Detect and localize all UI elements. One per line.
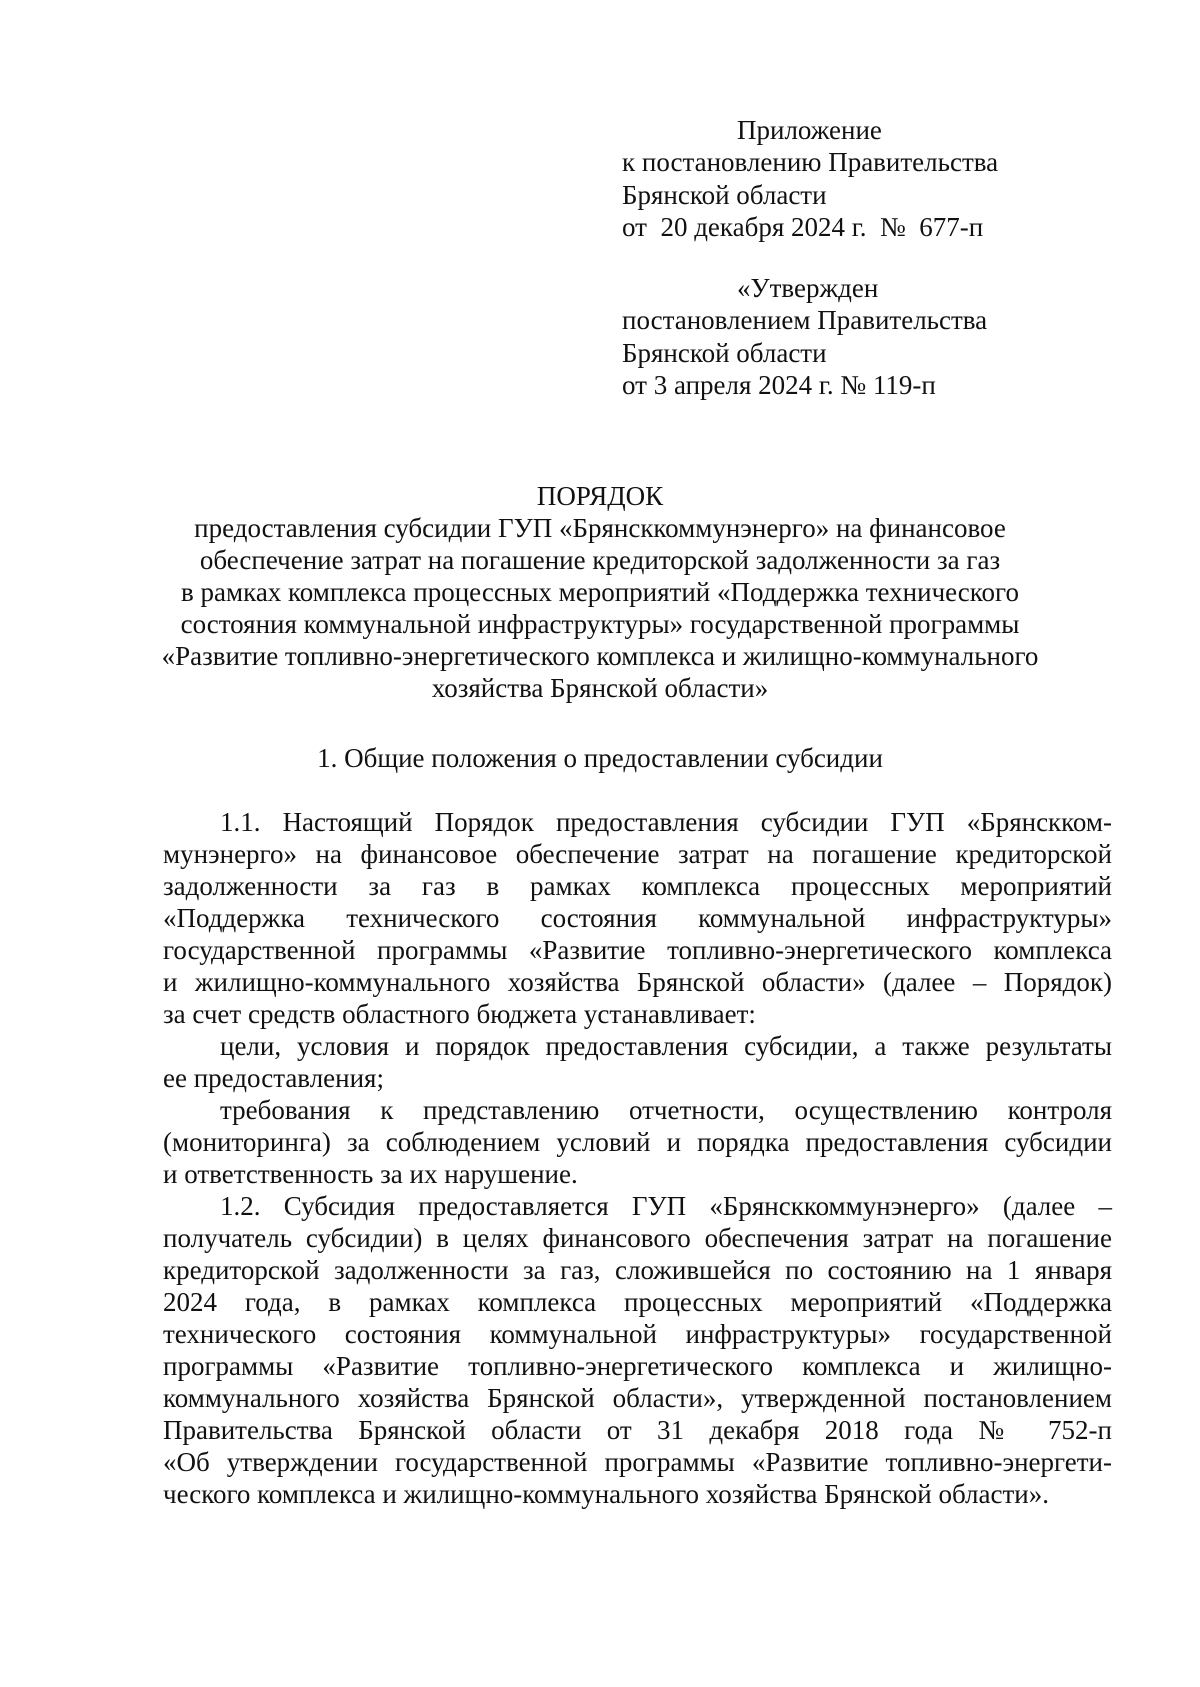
- approval-line-2: постановлением Правительства: [622, 305, 988, 335]
- title-sub-line: «Развитие топливно-энергетического комплекса и жилищно-коммунального: [161, 641, 1039, 671]
- paragraph-line: за счет средств областного бюджета устанавливает:: [163, 999, 756, 1029]
- paragraph-line: цели, условия и порядок предоставления субсидии, а также результаты: [220, 1031, 1112, 1061]
- title-sub-line: состояния коммунальной инфраструктуры» государственной программы: [180, 609, 1020, 639]
- title-heading: ПОРЯДОК: [536, 481, 664, 511]
- paragraph-line: задолженности за газ в рамках комплекса процессных мероприятий: [163, 871, 1112, 901]
- paragraph-line: государственной программы «Развитие топливно-энергетического комплекса: [163, 935, 1112, 965]
- title-sub-line: обеспечение затрат на погашение кредиторской задолженности за газ: [199, 545, 1001, 575]
- paragraph-line: получатель субсидии) в целях финансового обеспечения затрат на погашение: [163, 1223, 1112, 1253]
- attachment-line-1: Приложение: [737, 115, 882, 145]
- paragraph-line: «Об утверждении государственной программы «Развитие топливно-энергети-: [163, 1447, 1112, 1477]
- title-sub-line: предоставления субсидии ГУП «Брянсккоммунэнерго» на финансовое: [194, 513, 1006, 543]
- paragraph-line: и ответственность за их нарушение.: [163, 1159, 578, 1189]
- paragraph-line: «Поддержка технического состояния коммунальной инфраструктуры»: [163, 903, 1112, 933]
- paragraph-line: 2024 года, в рамках комплекса процессных мероприятий «Поддержка: [163, 1287, 1112, 1317]
- title-sub-line: в рамках комплекса процессных мероприятий «Поддержка технического: [181, 577, 1019, 607]
- paragraph-line: технического состояния коммунальной инфраструктуры» государственной: [163, 1319, 1112, 1349]
- title-sub-line: хозяйства Брянской области»: [431, 673, 769, 703]
- paragraph-line: 1.1. Настоящий Порядок предоставления субсидии ГУП «Брянскком-: [220, 807, 1112, 837]
- attachment-line-3: Брянской области: [622, 180, 827, 210]
- section-heading: 1. Общие положения о предоставлении субсидии: [317, 743, 883, 773]
- paragraph-line: программы «Развитие топливно-энергетического комплекса и жилищно-: [163, 1351, 1112, 1381]
- attachment-line-2: к постановлению Правительства: [622, 147, 999, 177]
- paragraph-line: кредиторской задолженности за газ, сложившейся по состоянию на 1 января: [163, 1255, 1112, 1285]
- paragraph-line: ее предоставления;: [163, 1063, 384, 1093]
- attachment-line-4: от 20 декабря 2024 г. № 677-п: [622, 212, 984, 242]
- approval-line-3: Брянской области: [622, 338, 827, 368]
- approval-line-4: от 3 апреля 2024 г. № 119-п: [622, 370, 936, 400]
- paragraph-line: требования к представлению отчетности, осуществлению контроля: [220, 1095, 1112, 1125]
- paragraph-line: коммунального хозяйства Брянской области», утвержденной постановлением: [163, 1383, 1112, 1413]
- paragraph-line: ческого комплекса и жилищно-коммунального хозяйства Брянской области».: [163, 1479, 1049, 1509]
- approval-line-1: «Утвержден: [737, 273, 879, 303]
- paragraph-line: и жилищно-коммунального хозяйства Брянской области» (далее – Порядок): [163, 967, 1112, 997]
- paragraph-line: 1.2. Субсидия предоставляется ГУП «Брянсккоммунэнерго» (далее –: [220, 1191, 1112, 1221]
- paragraph-line: мунэнерго» на финансовое обеспечение затрат на погашение кредиторской: [163, 839, 1112, 869]
- paragraph-line: Правительства Брянской области от 31 декабря 2018 года № 752-п: [163, 1415, 1112, 1445]
- paragraph-line: (мониторинга) за соблюдением условий и порядка предоставления субсидии: [163, 1127, 1112, 1157]
